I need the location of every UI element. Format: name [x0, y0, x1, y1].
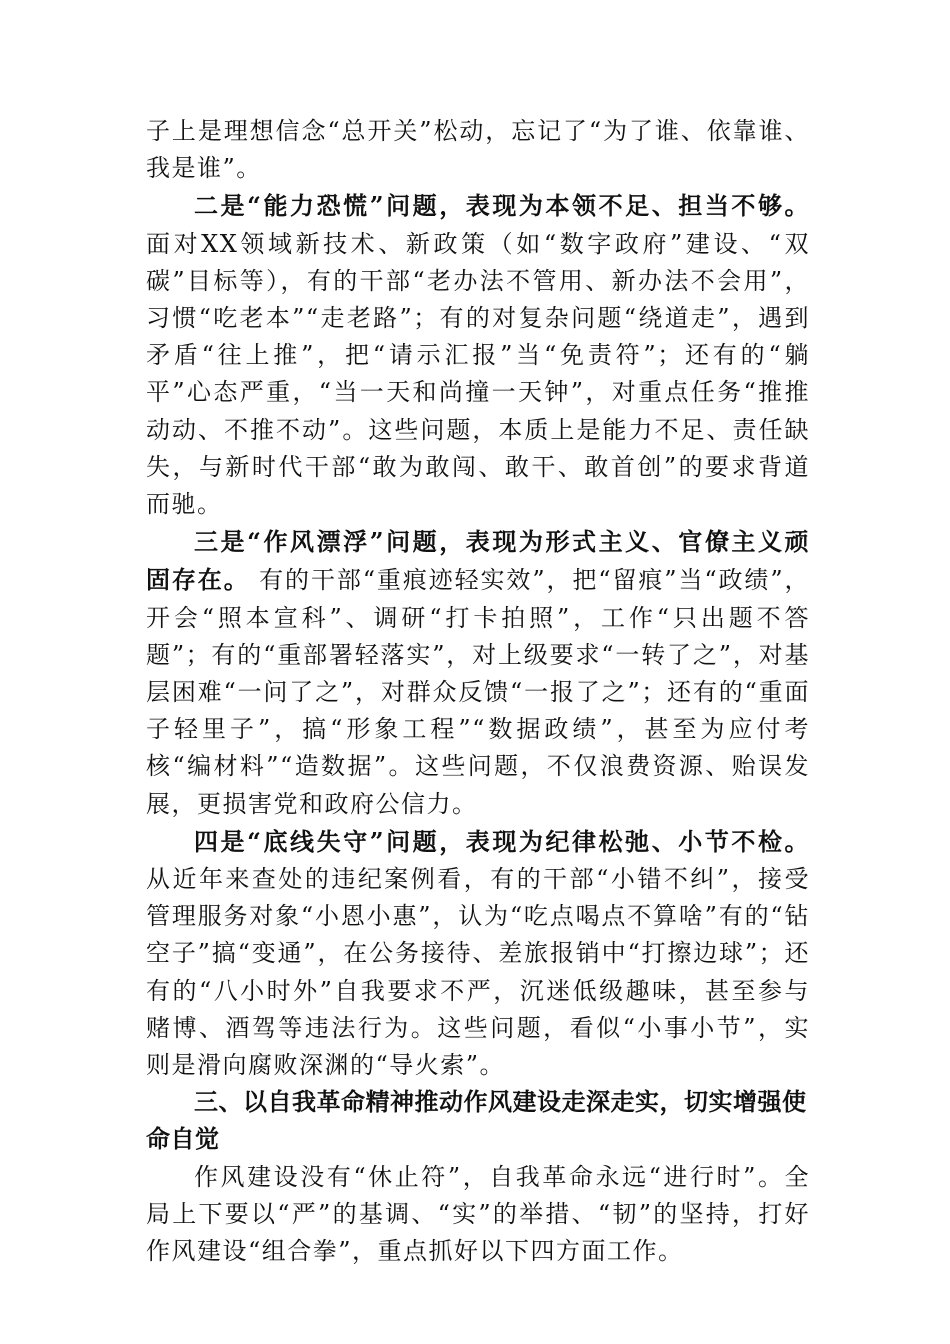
section-heading: 三、以自我革命精神推动作风建设走深走实，切实增强使命自觉	[146, 1088, 807, 1154]
paragraph-text: 作风建设没有“休止符”，自我革命永远“进行时”。全局上下要以“严”的基调、“实”的举措、“韧”的坚持，打好作风建设“组合拳”，重点抓好以下四方面工作。	[146, 1162, 810, 1266]
paragraph-bottom-line	[146, 823, 810, 1084]
paragraph-text: 面对XX领域新技术、新政策（如“数字政府”建设、“双碳”目标等），有的干部“老办法不管用、新办法不会用”，习惯“吃老本”“走老路”；有的对复杂问题“绕道走”，遇到矛盾“往上推”，把“请示汇报”当“免责符”；还有的“躺平”心态严重，“当一天和尚撞一天钟”，对重点任务“推推动动、不推不动”。这些问题，本质上是能力不足、责任缺失，与新时代干部“敢为敢闯、敢干、敢首创”的要求背道而驰。	[146, 229, 810, 519]
document-page	[146, 113, 810, 1270]
paragraph-continuation	[146, 113, 810, 187]
paragraph-text: 子上是理想信念“总开关”松动，忘记了“为了谁、依靠谁、我是谁”。	[146, 117, 810, 183]
paragraph-lead: 四是“底线失守”问题，表现为纪律松弛、小节不检。	[194, 826, 810, 856]
paragraph-work-style	[146, 523, 810, 823]
paragraph-text: 从近年来查处的违纪案例看，有的干部“小错不纠”，接受管理服务对象“小恩小惠”，认为“吃点喝点不算啥”有的“钻空子”搞“变通”，在公务接待、差旅报销中“打擦边球”；还有的“八小时外”自我要求不严，沉迷低级趣味，甚至参与赌博、酒驾等违法行为。这些问题，看似“小事小节”，实则是滑向腐败深渊的“导火索”。	[146, 865, 810, 1080]
paragraph-lead: 三是“作风漂浮”问题，表现为形式主义、官僚主义顽固存在。	[146, 527, 810, 595]
paragraph-lead: 二是“能力恐慌”问题，表现为本领不足、担当不够。	[194, 191, 810, 221]
paragraph-final	[146, 1159, 810, 1271]
paragraph-ability-panic	[146, 187, 810, 523]
paragraph-text: 有的干部“重痕迹轻实效”，把“留痕”当“政绩”，开会“照本宣科”、调研“打卡拍照”，工作“只出题不答题”；有的“重部署轻落实”，对上级要求“一转了之”，对基层困难“一问了之”，对群众反馈“一报了之”；还有的“重面子轻里子”，搞“形象工程”“数据政绩”，甚至为应付考核“编材料”“造数据”。这些问题，不仅浪费资源、贻误发展，更损害党和政府公信力。	[146, 566, 810, 818]
